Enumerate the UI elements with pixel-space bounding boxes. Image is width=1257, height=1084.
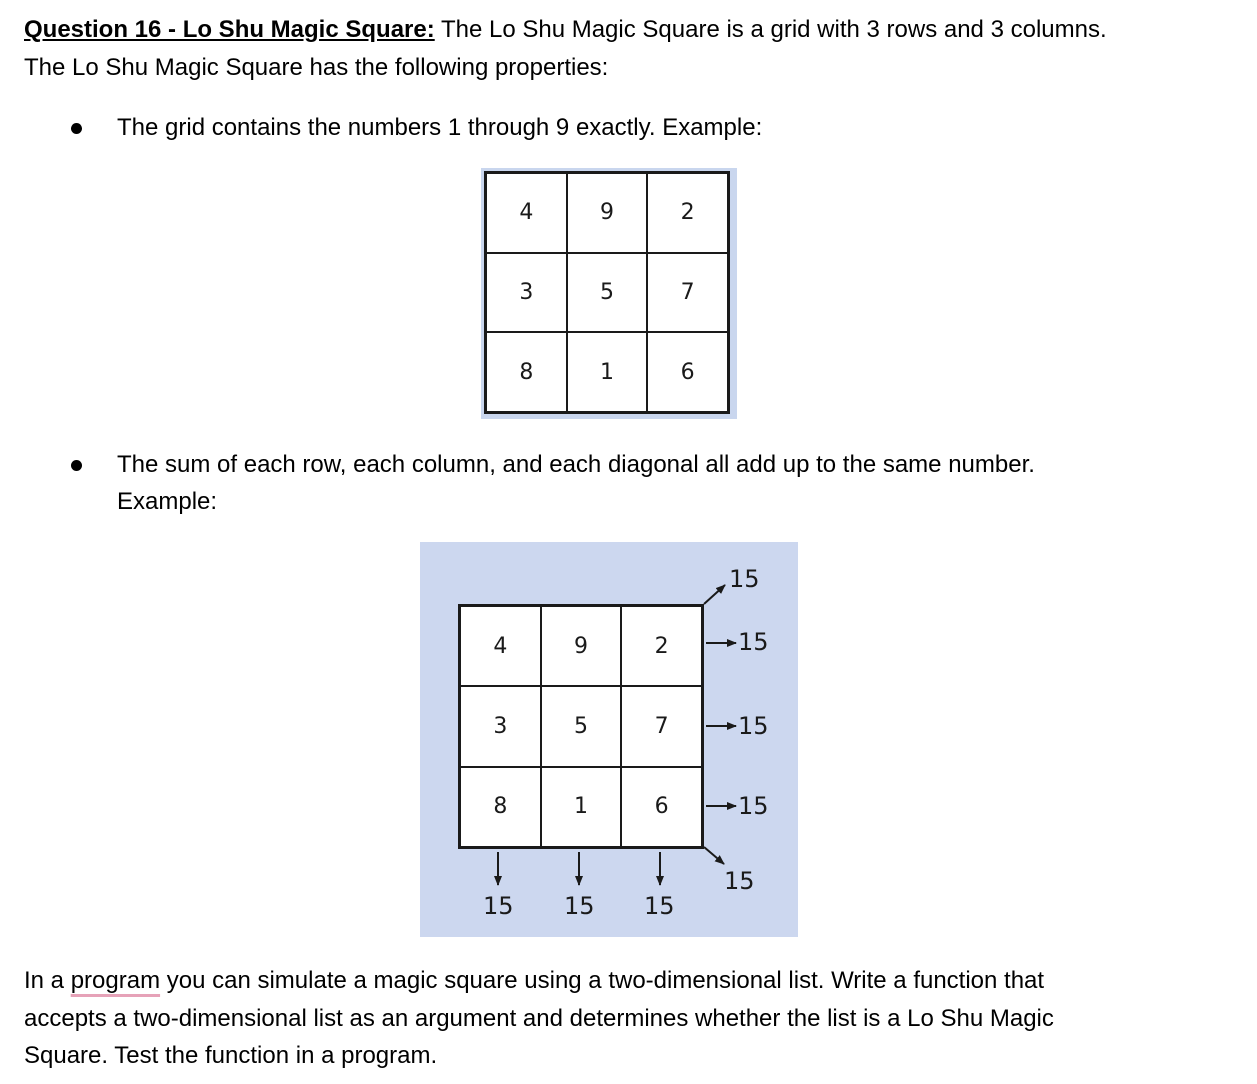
bullet-2-text: The sum of each row, each column, and each diagonal all add up to the same number. [117, 451, 1035, 478]
grid-cell: 7 [647, 253, 728, 333]
bullet-2-example-label: Example: [117, 488, 218, 515]
grid-cell: 5 [541, 686, 622, 766]
grid-cell: 2 [621, 606, 702, 686]
intro-line-2: The Lo Shu Magic Square has the following properties: [24, 54, 609, 81]
column-sum: 15 [644, 892, 675, 920]
bullet-1-text: The grid contains the numbers 1 through 9 exactly. Example: [117, 114, 763, 141]
closing-line-3: Square. Test the function in a program. [24, 1042, 438, 1069]
spellcheck-word: program [70, 967, 161, 994]
diagonal-sum-top: 15 [729, 565, 760, 593]
diagonal-up-arrow [704, 585, 725, 604]
diagonal-down-arrow [704, 847, 724, 864]
grid-cell: 9 [567, 173, 648, 253]
grid-cell: 8 [460, 767, 541, 847]
grid-cell: 5 [567, 253, 648, 333]
intro-line-1 [24, 11, 1107, 49]
grid-cell: 6 [647, 332, 728, 412]
row-sum: 15 [738, 628, 769, 656]
magic-square-sum-figure [420, 542, 798, 937]
grid-cell: 9 [541, 606, 622, 686]
bullet-dot [71, 123, 82, 134]
bullet-dot [71, 460, 82, 471]
grid-cell: 8 [486, 332, 567, 412]
grid-cell: 3 [486, 253, 567, 333]
column-sum: 15 [483, 892, 514, 920]
intro-text: The Lo Shu Magic Square is a grid with 3 rows and 3 columns. [440, 16, 1107, 43]
grid-cell: 4 [460, 606, 541, 686]
question-heading: Question 16 - Lo Shu Magic Square: [24, 16, 435, 43]
closing-line-1 [24, 962, 1044, 1000]
grid-cell: 3 [460, 686, 541, 766]
grid-cell: 2 [647, 173, 728, 253]
closing-text: you can simulate a magic square using a two-dimensional list. Write a function that [160, 967, 1045, 994]
example-grid [484, 171, 730, 414]
grid-cell: 7 [621, 686, 702, 766]
grid-cell: 6 [621, 767, 702, 847]
closing-text: In a [24, 967, 71, 994]
column-sum: 15 [564, 892, 595, 920]
grid-cell: 1 [567, 332, 648, 412]
row-sum: 15 [738, 792, 769, 820]
row-sum: 15 [738, 712, 769, 740]
sum-grid [458, 604, 704, 849]
grid-cell: 4 [486, 173, 567, 253]
grid-cell: 1 [541, 767, 622, 847]
diagonal-sum-bottom: 15 [724, 867, 755, 895]
closing-line-2: accepts a two-dimensional list as an argument and determines whether the list is a Lo Shu Magic [24, 1005, 1054, 1032]
example-grid-frame [481, 168, 737, 419]
